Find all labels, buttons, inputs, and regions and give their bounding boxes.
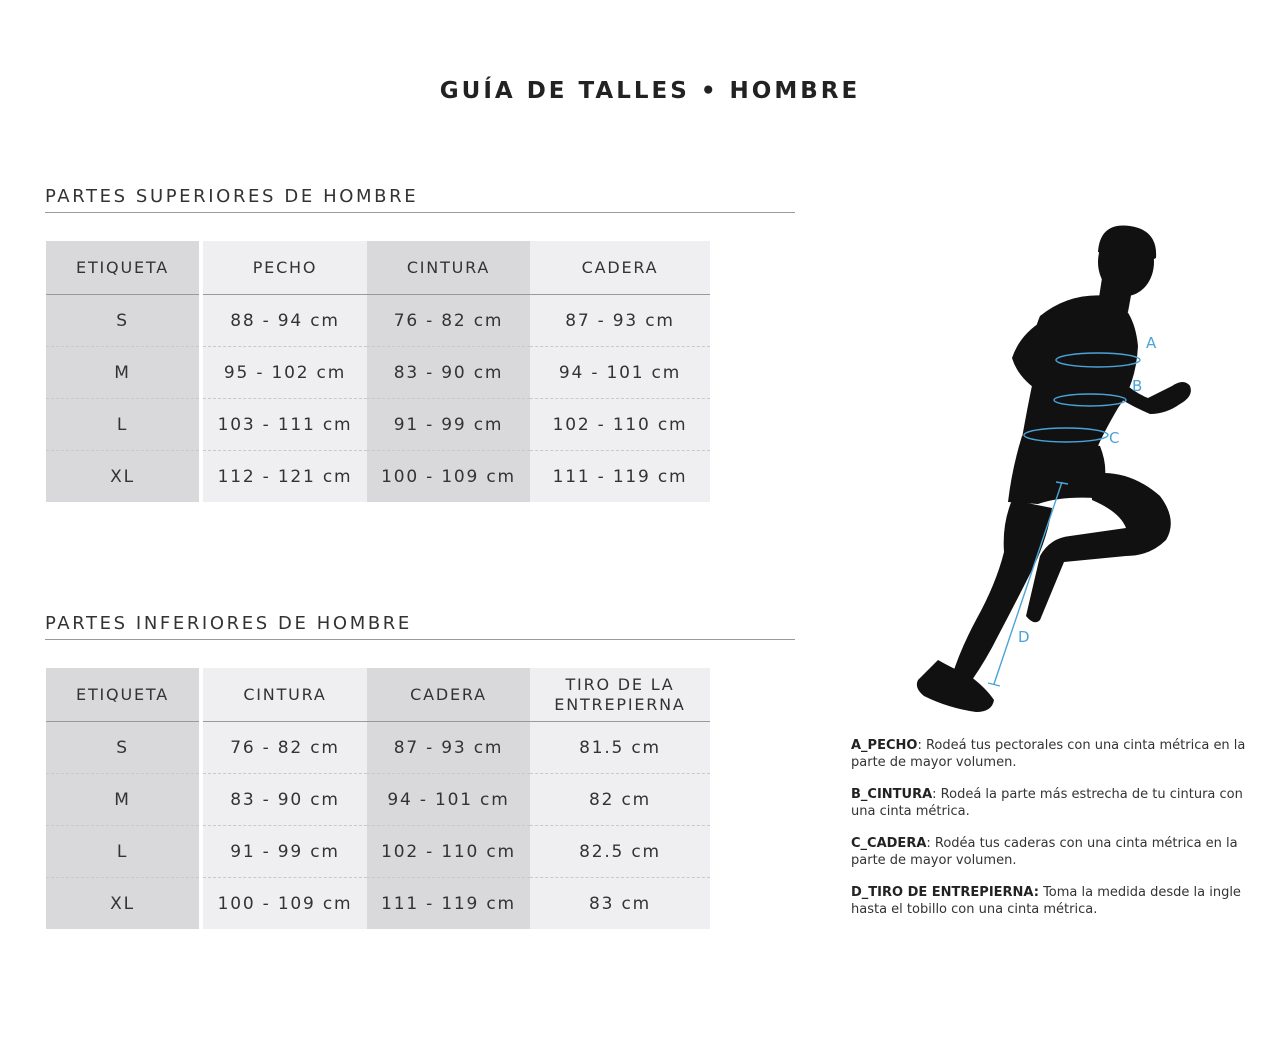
table-cell: 102 - 110 cm — [530, 399, 710, 451]
table-cell: 94 - 101 cm — [530, 347, 710, 399]
table-row — [46, 722, 710, 774]
table-cell: 91 - 99 cm — [367, 399, 530, 451]
table-cell: 100 - 109 cm — [201, 878, 367, 930]
note-chest-key: A_PECHO — [851, 738, 918, 753]
table-row — [46, 451, 710, 503]
marker-c-label: C — [1109, 429, 1120, 447]
upper-table-header — [46, 241, 710, 295]
note-hip-text: : Rodéa tus caderas con una cinta métrica en la parte de mayor volumen. — [851, 836, 1238, 868]
size-label: S — [46, 722, 201, 774]
table-row — [46, 399, 710, 451]
lower-table-header — [46, 668, 710, 722]
table-cell: 83 - 90 cm — [201, 774, 367, 826]
marker-a-label: A — [1146, 334, 1157, 352]
upper-header-pecho: PECHO — [201, 241, 367, 295]
note-inseam — [851, 884, 1246, 918]
table-row — [46, 347, 710, 399]
upper-section-title: PARTES SUPERIORES DE HOMBRE — [45, 186, 795, 213]
note-inseam-text: Toma la medida desde la ingle hasta el tobillo con una cinta métrica. — [851, 885, 1241, 917]
runner-silhouette-figure — [905, 215, 1205, 715]
table-cell: 95 - 102 cm — [201, 347, 367, 399]
note-chest — [851, 737, 1246, 771]
size-label: L — [46, 826, 201, 878]
upper-header-cadera: CADERA — [530, 241, 710, 295]
note-waist — [851, 786, 1246, 820]
lower-section-title: PARTES INFERIORES DE HOMBRE — [45, 613, 795, 640]
table-cell: 100 - 109 cm — [367, 451, 530, 503]
lower-size-table — [46, 668, 710, 929]
marker-d-label: D — [1018, 628, 1030, 646]
table-cell: 82 cm — [530, 774, 710, 826]
page-title: GUÍA DE TALLES • HOMBRE — [439, 78, 861, 104]
table-row — [46, 878, 710, 930]
table-cell: 88 - 94 cm — [201, 295, 367, 347]
note-inseam-key: D_TIRO DE ENTREPIERNA: — [851, 885, 1039, 900]
note-hip — [851, 835, 1246, 869]
table-row — [46, 295, 710, 347]
table-cell: 76 - 82 cm — [367, 295, 530, 347]
lower-header-tiro: TIRO DE LA ENTREPIERNA — [530, 668, 710, 722]
table-cell: 94 - 101 cm — [367, 774, 530, 826]
table-cell: 82.5 cm — [530, 826, 710, 878]
size-label: XL — [46, 451, 201, 503]
table-cell: 102 - 110 cm — [367, 826, 530, 878]
size-label: L — [46, 399, 201, 451]
table-cell: 83 cm — [530, 878, 710, 930]
lower-header-cadera: CADERA — [367, 668, 530, 722]
note-chest-text: : Rodeá tus pectorales con una cinta métrica en la parte de mayor volumen. — [851, 738, 1246, 770]
table-cell: 111 - 119 cm — [530, 451, 710, 503]
note-waist-text: : Rodeá la parte más estrecha de tu cintura con una cinta métrica. — [851, 787, 1243, 819]
table-cell: 76 - 82 cm — [201, 722, 367, 774]
size-label: XL — [46, 878, 201, 930]
size-label: M — [46, 774, 201, 826]
table-row — [46, 774, 710, 826]
table-cell: 81.5 cm — [530, 722, 710, 774]
table-cell: 87 - 93 cm — [530, 295, 710, 347]
measurement-notes — [851, 737, 1246, 933]
lower-header-etiqueta: ETIQUETA — [46, 668, 201, 722]
note-waist-key: B_CINTURA — [851, 787, 933, 802]
table-cell: 112 - 121 cm — [201, 451, 367, 503]
size-label: M — [46, 347, 201, 399]
size-label: S — [46, 295, 201, 347]
upper-header-cintura: CINTURA — [367, 241, 530, 295]
runner-silhouette — [917, 226, 1191, 712]
upper-size-table — [46, 241, 710, 502]
table-cell: 87 - 93 cm — [367, 722, 530, 774]
table-cell: 111 - 119 cm — [367, 878, 530, 930]
table-cell: 83 - 90 cm — [367, 347, 530, 399]
upper-header-etiqueta: ETIQUETA — [46, 241, 201, 295]
marker-b-label: B — [1132, 377, 1143, 395]
lower-header-cintura: CINTURA — [201, 668, 367, 722]
note-hip-key: C_CADERA — [851, 836, 927, 851]
table-row — [46, 826, 710, 878]
table-cell: 91 - 99 cm — [201, 826, 367, 878]
table-cell: 103 - 111 cm — [201, 399, 367, 451]
